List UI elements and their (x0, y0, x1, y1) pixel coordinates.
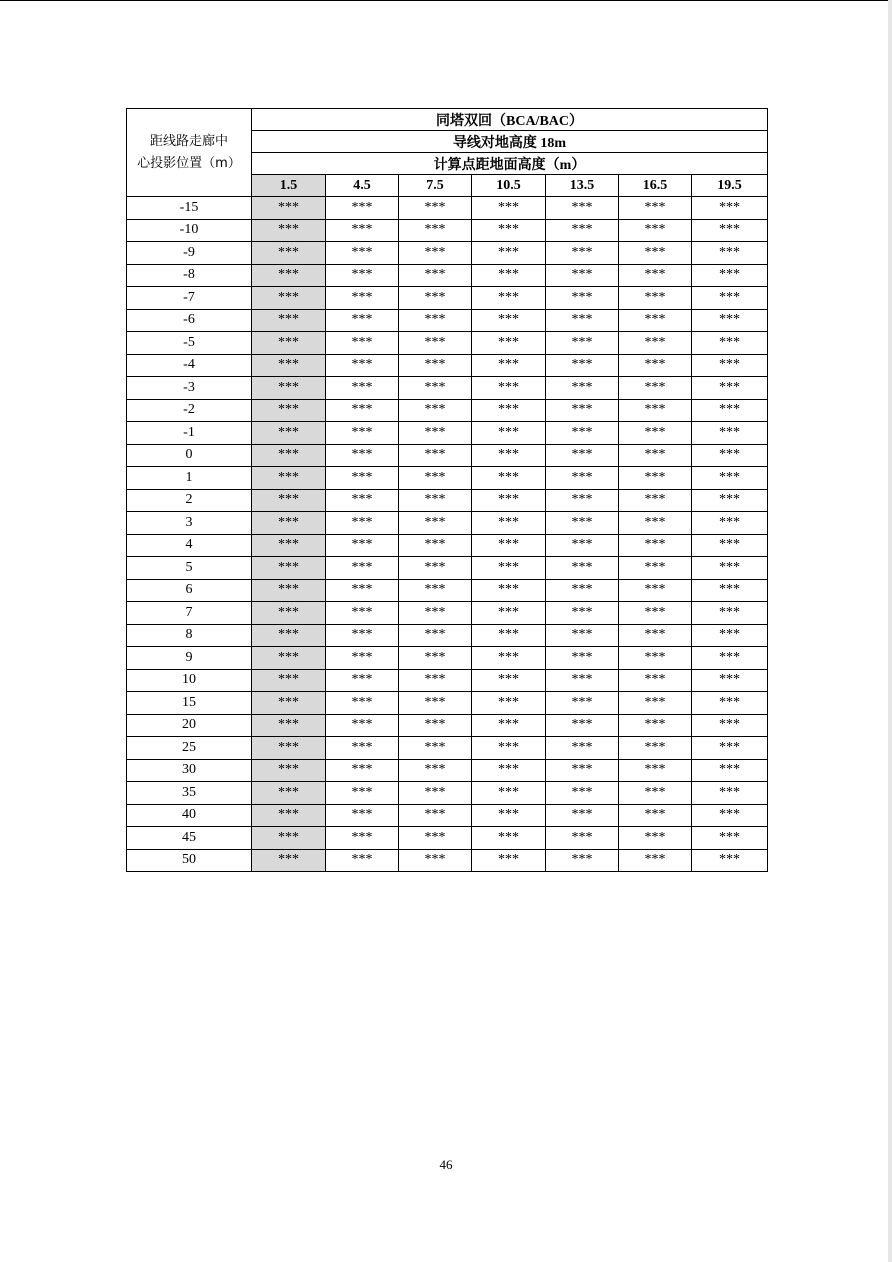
value-cell: *** (472, 467, 546, 490)
column-header: 10.5 (472, 175, 546, 197)
value-cell: *** (399, 714, 472, 737)
value-cell: *** (619, 579, 692, 602)
value-cell: *** (326, 467, 399, 490)
value-cell: *** (252, 579, 326, 602)
value-cell: *** (472, 444, 546, 467)
value-cell: *** (326, 849, 399, 872)
value-cell: *** (252, 669, 326, 692)
value-cell: *** (619, 557, 692, 580)
value-cell: *** (326, 759, 399, 782)
row-header-title (127, 109, 252, 197)
table-row (127, 827, 768, 850)
value-cell: *** (692, 804, 768, 827)
value-cell: *** (692, 399, 768, 422)
value-cell: *** (692, 512, 768, 535)
value-cell: *** (472, 512, 546, 535)
value-cell: *** (472, 624, 546, 647)
value-cell: *** (546, 602, 619, 625)
value-cell: *** (326, 624, 399, 647)
value-cell: *** (326, 579, 399, 602)
value-cell: *** (399, 624, 472, 647)
row-position-cell: 4 (127, 534, 252, 557)
value-cell: *** (546, 377, 619, 400)
value-cell: *** (546, 827, 619, 850)
value-cell: *** (692, 557, 768, 580)
value-cell: *** (252, 534, 326, 557)
table-row (127, 534, 768, 557)
value-cell: *** (399, 827, 472, 850)
value-cell: *** (619, 489, 692, 512)
value-cell: *** (546, 782, 619, 805)
value-cell: *** (252, 377, 326, 400)
value-cell: *** (399, 647, 472, 670)
value-cell: *** (619, 782, 692, 805)
value-cell: *** (399, 197, 472, 220)
value-cell: *** (619, 602, 692, 625)
value-cell: *** (252, 759, 326, 782)
value-cell: *** (399, 219, 472, 242)
value-cell: *** (546, 804, 619, 827)
row-position-cell: 20 (127, 714, 252, 737)
value-cell: *** (619, 512, 692, 535)
value-cell: *** (692, 422, 768, 445)
row-position-cell: 40 (127, 804, 252, 827)
value-cell: *** (619, 534, 692, 557)
value-cell: *** (326, 287, 399, 310)
value-cell: *** (546, 647, 619, 670)
value-cell: *** (546, 557, 619, 580)
value-cell: *** (619, 332, 692, 355)
value-cell: *** (399, 444, 472, 467)
value-cell: *** (326, 264, 399, 287)
value-cell: *** (619, 287, 692, 310)
value-cell: *** (252, 197, 326, 220)
table-row (127, 377, 768, 400)
page-number: 46 (439, 1157, 453, 1172)
value-cell: *** (472, 399, 546, 422)
value-cell: *** (399, 422, 472, 445)
table-row (127, 737, 768, 760)
value-cell: *** (326, 782, 399, 805)
value-cell: *** (326, 489, 399, 512)
value-cell: *** (546, 669, 619, 692)
value-cell: *** (399, 264, 472, 287)
circuit-type-header: 同塔双回（BCA/BAC） (252, 109, 768, 131)
value-cell: *** (472, 579, 546, 602)
value-cell: *** (472, 714, 546, 737)
row-position-cell: 15 (127, 692, 252, 715)
column-header: 13.5 (546, 175, 619, 197)
value-cell: *** (546, 579, 619, 602)
value-cell: *** (472, 377, 546, 400)
value-cell: *** (252, 737, 326, 760)
row-position-cell: 1 (127, 467, 252, 490)
value-cell: *** (252, 512, 326, 535)
value-cell: *** (619, 692, 692, 715)
value-cell: *** (399, 557, 472, 580)
value-cell: *** (692, 624, 768, 647)
value-cell: *** (472, 602, 546, 625)
value-cell: *** (692, 737, 768, 760)
value-cell: *** (546, 197, 619, 220)
row-header-title-line2: 心投影位置（m） (137, 155, 241, 171)
value-cell: *** (326, 197, 399, 220)
value-cell: *** (692, 714, 768, 737)
value-cell: *** (692, 759, 768, 782)
value-cell: *** (399, 467, 472, 490)
value-cell: *** (252, 332, 326, 355)
row-position-cell: -6 (127, 309, 252, 332)
table-row (127, 782, 768, 805)
value-cell: *** (692, 602, 768, 625)
value-cell: *** (546, 489, 619, 512)
value-cell: *** (692, 197, 768, 220)
table-row (127, 264, 768, 287)
row-position-cell: 25 (127, 737, 252, 760)
value-cell: *** (326, 534, 399, 557)
value-cell: *** (546, 399, 619, 422)
value-cell: *** (326, 714, 399, 737)
value-cell: *** (252, 692, 326, 715)
row-position-cell: -7 (127, 287, 252, 310)
value-cell: *** (472, 489, 546, 512)
value-cell: *** (472, 534, 546, 557)
value-cell: *** (692, 219, 768, 242)
table-row (127, 444, 768, 467)
row-position-cell: 8 (127, 624, 252, 647)
value-cell: *** (399, 534, 472, 557)
value-cell: *** (326, 692, 399, 715)
table-row (127, 759, 768, 782)
value-cell: *** (252, 264, 326, 287)
table-row (127, 849, 768, 872)
value-cell: *** (546, 467, 619, 490)
conductor-height-header: 导线对地高度 18m (252, 131, 768, 153)
value-cell: *** (252, 444, 326, 467)
value-cell: *** (326, 377, 399, 400)
value-cell: *** (326, 557, 399, 580)
value-cell: *** (472, 309, 546, 332)
row-position-cell: 3 (127, 512, 252, 535)
value-cell: *** (546, 219, 619, 242)
value-cell: *** (619, 737, 692, 760)
row-position-cell: -15 (127, 197, 252, 220)
value-cell: *** (472, 332, 546, 355)
value-cell: *** (546, 332, 619, 355)
value-cell: *** (619, 647, 692, 670)
row-position-cell: 35 (127, 782, 252, 805)
value-cell: *** (546, 309, 619, 332)
value-cell: *** (252, 647, 326, 670)
table-row (127, 489, 768, 512)
value-cell: *** (619, 399, 692, 422)
value-cell: *** (546, 624, 619, 647)
value-cell: *** (252, 467, 326, 490)
value-cell: *** (546, 287, 619, 310)
column-header: 19.5 (692, 175, 768, 197)
value-cell: *** (619, 759, 692, 782)
value-cell: *** (546, 849, 619, 872)
row-position-cell: -2 (127, 399, 252, 422)
value-cell: *** (252, 782, 326, 805)
value-cell: *** (399, 309, 472, 332)
table-row (127, 692, 768, 715)
top-rule (0, 0, 892, 1)
value-cell: *** (399, 759, 472, 782)
value-cell: *** (692, 467, 768, 490)
column-header: 7.5 (399, 175, 472, 197)
value-cell: *** (546, 534, 619, 557)
table-row (127, 579, 768, 602)
table-row (127, 422, 768, 445)
row-position-cell: 2 (127, 489, 252, 512)
value-cell: *** (692, 332, 768, 355)
calc-point-height-header: 计算点距地面高度（m） (252, 153, 768, 175)
table-row (127, 669, 768, 692)
row-position-cell: 9 (127, 647, 252, 670)
value-cell: *** (619, 669, 692, 692)
value-cell: *** (326, 444, 399, 467)
column-header: 4.5 (326, 175, 399, 197)
value-cell: *** (252, 399, 326, 422)
value-cell: *** (692, 782, 768, 805)
value-cell: *** (619, 422, 692, 445)
value-cell: *** (399, 737, 472, 760)
value-cell: *** (619, 242, 692, 265)
value-cell: *** (326, 602, 399, 625)
row-position-cell: 0 (127, 444, 252, 467)
value-cell: *** (399, 489, 472, 512)
value-cell: *** (472, 242, 546, 265)
value-cell: *** (692, 287, 768, 310)
value-cell: *** (619, 849, 692, 872)
value-cell: *** (252, 714, 326, 737)
value-cell: *** (472, 782, 546, 805)
value-cell: *** (546, 692, 619, 715)
value-cell: *** (619, 219, 692, 242)
value-cell: *** (472, 849, 546, 872)
value-cell: *** (252, 804, 326, 827)
value-cell: *** (399, 377, 472, 400)
value-cell: *** (692, 264, 768, 287)
row-position-cell: -5 (127, 332, 252, 355)
value-cell: *** (619, 804, 692, 827)
table-row (127, 467, 768, 490)
row-position-cell: -3 (127, 377, 252, 400)
value-cell: *** (472, 804, 546, 827)
value-cell: *** (472, 264, 546, 287)
row-position-cell: 10 (127, 669, 252, 692)
value-cell: *** (619, 377, 692, 400)
value-cell: *** (399, 804, 472, 827)
page-edge-shadow (888, 0, 892, 1262)
value-cell: *** (326, 309, 399, 332)
table-row (127, 647, 768, 670)
value-cell: *** (619, 264, 692, 287)
value-cell: *** (472, 422, 546, 445)
row-header-title-line1: 距线路走廊中 (149, 133, 228, 149)
table-row (127, 354, 768, 377)
value-cell: *** (619, 309, 692, 332)
value-cell: *** (472, 287, 546, 310)
value-cell: *** (546, 422, 619, 445)
row-position-cell: -4 (127, 354, 252, 377)
row-position-cell: 6 (127, 579, 252, 602)
value-cell: *** (546, 242, 619, 265)
value-cell: *** (692, 669, 768, 692)
row-position-cell: -8 (127, 264, 252, 287)
value-cell: *** (472, 669, 546, 692)
value-cell: *** (252, 827, 326, 850)
table-row (127, 512, 768, 535)
value-cell: *** (399, 849, 472, 872)
value-cell: *** (472, 759, 546, 782)
row-position-cell: 45 (127, 827, 252, 850)
value-cell: *** (619, 197, 692, 220)
column-header: 16.5 (619, 175, 692, 197)
value-cell: *** (472, 827, 546, 850)
value-cell: *** (619, 714, 692, 737)
value-cell: *** (546, 737, 619, 760)
value-cell: *** (619, 827, 692, 850)
value-cell: *** (326, 219, 399, 242)
value-cell: *** (472, 354, 546, 377)
value-cell: *** (546, 759, 619, 782)
column-header: 1.5 (252, 175, 326, 197)
value-cell: *** (399, 602, 472, 625)
row-position-cell: 5 (127, 557, 252, 580)
row-position-cell: 7 (127, 602, 252, 625)
value-cell: *** (472, 737, 546, 760)
value-cell: *** (472, 557, 546, 580)
table-row (127, 287, 768, 310)
table-row (127, 804, 768, 827)
value-cell: *** (399, 669, 472, 692)
value-cell: *** (252, 242, 326, 265)
value-cell: *** (326, 827, 399, 850)
value-cell: *** (472, 197, 546, 220)
value-cell: *** (546, 264, 619, 287)
value-cell: *** (252, 489, 326, 512)
value-cell: *** (326, 804, 399, 827)
table-row (127, 714, 768, 737)
value-cell: *** (472, 647, 546, 670)
table-row (127, 399, 768, 422)
value-cell: *** (326, 512, 399, 535)
value-cell: *** (692, 534, 768, 557)
value-cell: *** (619, 624, 692, 647)
value-cell: *** (252, 624, 326, 647)
value-cell: *** (252, 219, 326, 242)
value-cell: *** (252, 557, 326, 580)
table-row (127, 557, 768, 580)
row-position-cell: -1 (127, 422, 252, 445)
table-row (127, 242, 768, 265)
value-cell: *** (546, 444, 619, 467)
value-cell: *** (399, 512, 472, 535)
table-row (127, 624, 768, 647)
value-cell: *** (399, 399, 472, 422)
value-cell: *** (546, 512, 619, 535)
value-cell: *** (399, 332, 472, 355)
value-cell: *** (252, 354, 326, 377)
value-cell: *** (399, 579, 472, 602)
value-cell: *** (252, 849, 326, 872)
value-cell: *** (252, 602, 326, 625)
table-row (127, 332, 768, 355)
table-row (127, 197, 768, 220)
table-body (127, 197, 768, 872)
value-cell: *** (326, 354, 399, 377)
value-cell: *** (692, 827, 768, 850)
value-cell: *** (252, 287, 326, 310)
value-cell: *** (252, 309, 326, 332)
value-cell: *** (326, 737, 399, 760)
value-cell: *** (692, 579, 768, 602)
value-cell: *** (252, 422, 326, 445)
value-cell: *** (326, 332, 399, 355)
table-row (127, 602, 768, 625)
value-cell: *** (692, 309, 768, 332)
value-cell: *** (692, 242, 768, 265)
data-table (126, 108, 768, 872)
value-cell: *** (326, 669, 399, 692)
value-cell: *** (692, 849, 768, 872)
value-cell: *** (546, 714, 619, 737)
value-cell: *** (326, 647, 399, 670)
value-cell: *** (399, 692, 472, 715)
value-cell: *** (399, 287, 472, 310)
value-cell: *** (692, 647, 768, 670)
table-row (127, 219, 768, 242)
value-cell: *** (692, 692, 768, 715)
row-position-cell: 50 (127, 849, 252, 872)
value-cell: *** (692, 489, 768, 512)
value-cell: *** (692, 377, 768, 400)
value-cell: *** (399, 782, 472, 805)
row-position-cell: -9 (127, 242, 252, 265)
row-position-cell: 30 (127, 759, 252, 782)
value-cell: *** (326, 242, 399, 265)
value-cell: *** (472, 219, 546, 242)
value-cell: *** (326, 422, 399, 445)
value-cell: *** (619, 354, 692, 377)
value-cell: *** (692, 354, 768, 377)
value-cell: *** (399, 242, 472, 265)
value-cell: *** (692, 444, 768, 467)
value-cell: *** (399, 354, 472, 377)
value-cell: *** (546, 354, 619, 377)
table-row (127, 309, 768, 332)
value-cell: *** (472, 692, 546, 715)
value-cell: *** (326, 399, 399, 422)
row-position-cell: -10 (127, 219, 252, 242)
value-cell: *** (619, 444, 692, 467)
value-cell: *** (619, 467, 692, 490)
